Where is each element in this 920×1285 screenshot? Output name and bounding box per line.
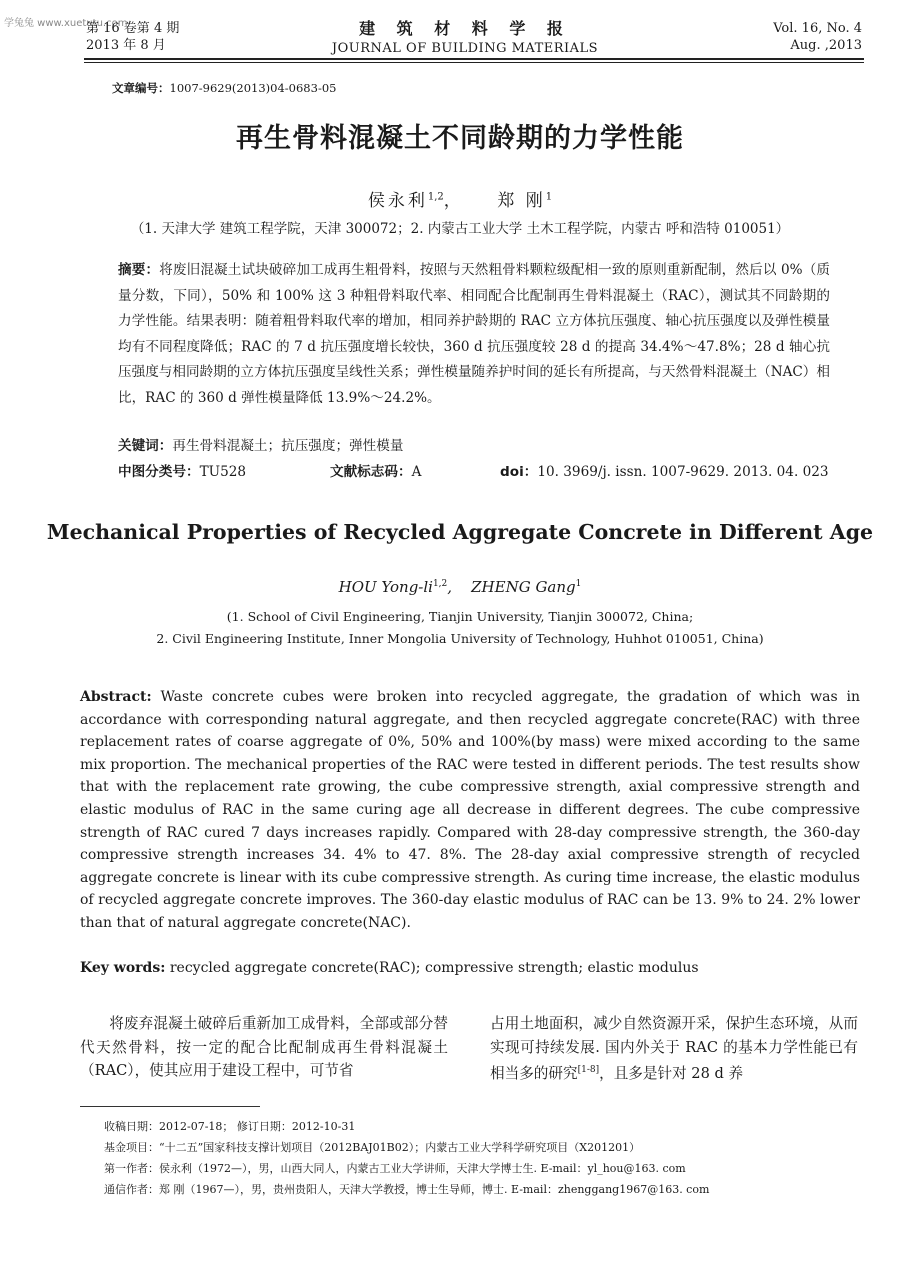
volume-en: Vol. 16, No. 4 [773, 21, 862, 36]
abstract-cn-text: 将废旧混凝土试块破碎加工成再生粗骨料，按照与天然粗骨料颗粒级配相一致的原则重新配制，然后以 0%（质量分数，下同），50% 和 100% 这 3 种粗骨料取代率、相同配合比配制再生骨料混凝土（RAC），测试其不同龄期的力学性能。结果表明：随着粗骨料取代率的增加，相同养护龄期的 RAC 立方体抗压强度、轴心抗压强度以及弹性模量均有不同程度降低；RAC 的 7 d 抗压强度增长较快，360 d 抗压强度较 28 d 的提高 34.4%～47.8%；28 d 轴心抗压强度与相同龄期的立方体抗压强度呈线性关系；弹性模量随养护时间的延长有所提高，与天然骨料混凝土（NAC）相比，RAC 的 360 d 弹性模量降低 13.9%～24.2%。 [118, 262, 831, 406]
body-column-1: 将废弃混凝土破碎后重新加工成骨料，全部或部分替代天然骨料，按一定的配合比配制成再生骨料混凝土（RAC），使其应用于建设工程中，可节省 [80, 1015, 448, 1079]
footnote-corresponding-author [104, 1179, 864, 1200]
footnote-fund-label: 基金项目： [104, 1141, 159, 1154]
footnote-received-text: 2012-07-18； 修订日期：2012-10-31 [159, 1120, 356, 1133]
clc-code [118, 460, 246, 480]
doi-value: 10. 3969/j. issn. 1007-9629. 2013. 04. 023 [537, 464, 829, 480]
doi [500, 460, 829, 480]
header-right [773, 20, 862, 54]
footnote-fund-text: “十二五”国家科技支撑计划项目（2012BAJ01B02）；内蒙古工业大学科学研究项目（X201201） [159, 1141, 641, 1154]
date-en: Aug. ,2013 [790, 38, 862, 53]
body-column-2-text: 占用土地面积，减少自然资源开采，保护生态环境，从而实现可持续发展. 国内外关于 RAC 的基本力学性能已有相当多的研究 [490, 1015, 858, 1082]
header-rule [84, 58, 864, 60]
abstract-en-label: Abstract: [80, 689, 152, 705]
footnote-received [104, 1116, 864, 1137]
authors-cn: 侯永利$^{1,2}$， 郑 刚$^1$ [367, 191, 553, 211]
keywords-en-text: recycled aggregate concrete(RAC); compressive strength; elastic modulus [169, 960, 699, 976]
abstract-cn [118, 258, 830, 411]
title-en: Mechanical Properties of Recycled Aggregate Concrete in Different Age [46, 520, 874, 544]
abstract-en [80, 686, 860, 935]
document-code [330, 460, 421, 480]
author-cn-1-sup: 1,2 [427, 191, 444, 203]
doc-label: 文献标志码： [330, 464, 412, 480]
footnote-corresponding-text: 郑 刚（1967—），男，贵州贵阳人，天津大学教授，博士生导师，博士. E-mail：zhenggang1967@163. com [159, 1183, 710, 1196]
abstract-en-text: Waste concrete cubes were broken into recycled aggregate, the gradation of which was in accordance with corresponding natural aggregate, and then recycled aggregate concrete(RAC) with three replacement rates of coarse aggregate of 0%, 50% and 100%(by mass) were mixed according to the same mix proportion. The mechanical properties of the RAC were tested in different periods. The test results show that with the replacement rate growing, the cube compressive strength, axial compressive strength and elastic modulus of RAC in the same curing age all decrease in different degrees. The cube compressive strength of RAC cured 7 days increases rapidly. Compared with 28-day compressive strength, the 360-day compressive strength increases 34. 4% to 47. 8%. The 28-day axial compressive strength of recycled aggregate concrete is linear with its cube compressive strength. As curing time increase, the elastic modulus of recycled aggregate concrete improves. The 360-day elastic modulus of RAC can be 13. 9% to 24. 2% lower than that of natural aggregate concrete(NAC). [80, 689, 861, 931]
keywords-cn-text: 再生骨料混凝土；抗压强度；弹性模量 [172, 438, 404, 454]
author-en-2-sup: 1 [575, 579, 582, 589]
footnote-corresponding-label: 通信作者： [104, 1183, 159, 1196]
body-column-2 [490, 1012, 858, 1085]
footnotes [104, 1116, 864, 1200]
date-cn: 2013 年 8 月 [86, 38, 166, 53]
keywords-en [80, 960, 860, 976]
author-cn-2-sup: 1 [545, 191, 553, 203]
volume-cn: 第 16 卷第 4 期 [86, 21, 180, 36]
affiliation-en [0, 606, 920, 650]
keywords-cn [118, 434, 403, 454]
author-en-1-sup: 1,2 [432, 579, 448, 589]
header-left [86, 20, 179, 54]
author-en-1: HOU Yong-li [338, 578, 433, 596]
authors-en: HOU Yong-li$^{1,2}$, ZHENG Gang$^1$ [338, 578, 582, 596]
footnote-received-label: 收稿日期： [104, 1120, 159, 1133]
journal-title [330, 16, 600, 56]
article-number-value: 1007-9629(2013)04-0683-05 [169, 81, 337, 95]
keywords-en-label: Key words: [80, 960, 166, 976]
doi-label: doi： [500, 464, 538, 480]
footnote-first-author-text: 侯永利（1972—），男，山西大同人，内蒙古工业大学讲师，天津大学博士生. E-mail：yl_hou@163. com [159, 1162, 686, 1175]
watermark: 学兔兔 www.xuetutu.com [4, 18, 128, 29]
author-cn-1: 侯永利 [367, 191, 428, 211]
footnote-first-author-label: 第一作者： [104, 1162, 159, 1175]
header-rule-thin [84, 62, 864, 63]
journal-name-cn: 建 筑 材 料 学 报 [359, 19, 571, 38]
clc-label: 中图分类号： [118, 464, 200, 480]
article-number-label: 文章编号： [112, 81, 170, 95]
title-cn: 再生骨料混凝土不同龄期的力学性能 [236, 123, 684, 154]
affiliation-cn: （1. 天津大学 建筑工程学院，天津 300072；2. 内蒙古工业大学 土木工程学院，内蒙古 呼和浩特 010051） [130, 221, 790, 237]
clc-value: TU528 [199, 464, 247, 480]
article-number [112, 80, 336, 96]
abstract-cn-label: 摘要： [118, 262, 160, 278]
author-cn-2: 郑 刚 [497, 191, 546, 211]
footnote-first-author [104, 1158, 864, 1179]
author-en-2: ZHENG Gang [471, 578, 576, 596]
body-column-2-tail: ，且多是针对 28 d 养 [599, 1064, 744, 1082]
citation: [1-8] [577, 1065, 600, 1075]
affiliation-en-line-2: 2. Civil Engineering Institute, Inner Mongolia University of Technology, Huhhot 010051, China) [156, 631, 764, 646]
affiliation-en-line-1: (1. School of Civil Engineering, Tianjin University, Tianjin 300072, China; [226, 609, 694, 624]
footnote-fund [104, 1137, 864, 1158]
keywords-cn-label: 关键词： [118, 438, 173, 454]
doc-value: A [411, 464, 422, 480]
footnote-rule [80, 1106, 260, 1107]
journal-name-en: JOURNAL OF BUILDING MATERIALS [331, 41, 599, 56]
